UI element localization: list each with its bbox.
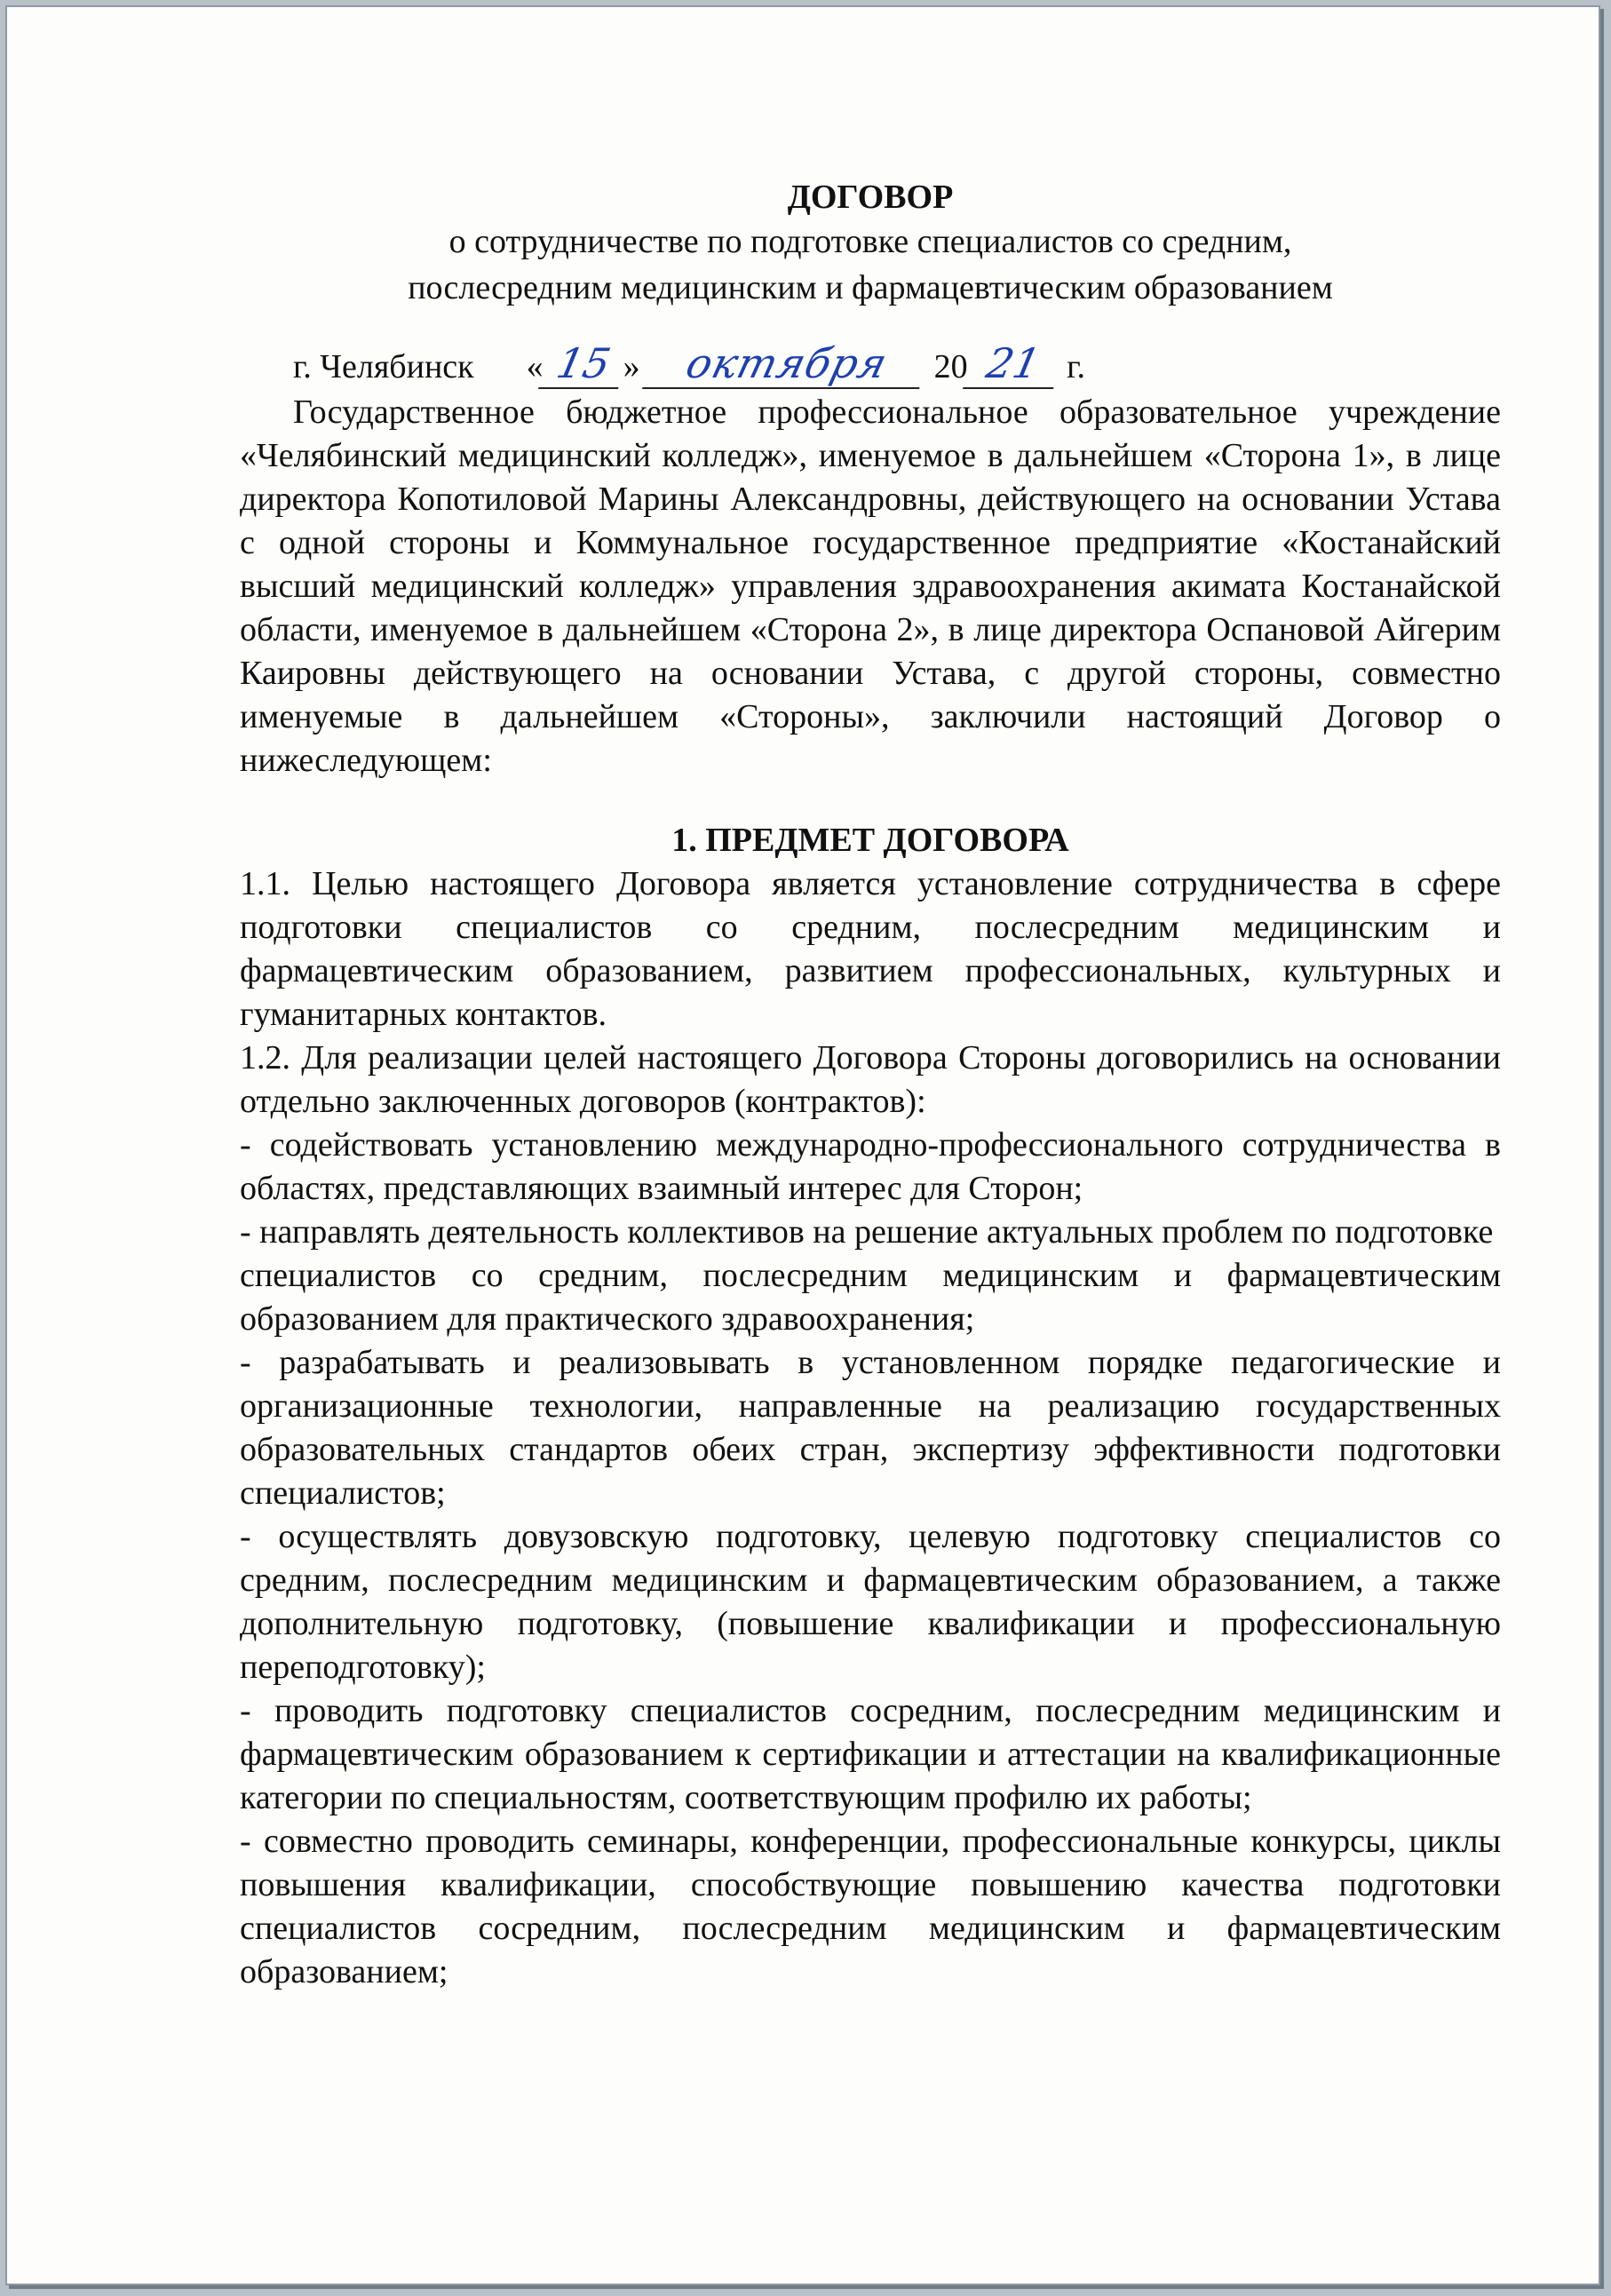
open-quote: « <box>526 348 544 385</box>
clause-1-1: 1.1. Целью настоящего Договора является установление сотрудничества в сфере подготовки специалистов со средним, послесредним медицинским и фармацевтическим образованием, развитием профессиональных, культурных и гуманитарных контактов. <box>240 865 1501 1033</box>
preamble: Государственное бюджетное профессиональное образовательное учреждение «Челябинский медицинский колледж», именуемое в дальнейшем «Сторона 1», в лице директора Копотиловой Марины Александровны, действующего на основании Устава с одной стороны и Коммунальное государственное предприятие «Костанайский высший медицинский колледж» управления здравоохранения акимата Костанайской области, именуемое в дальнейшем «Сторона 2», в лице директора Оспановой Айгерим Каировны действующего на основании Устава, с другой стороны, совместно именуемые в дальнейшем «Стороны», заключили настоящий Договор о нижеследующем: <box>240 393 1501 779</box>
list-item: - осуществлять довузовскую подготовку, целевую подготовку специалистов со средним, послесредним медицинским и фармацевтическим образованием, а также дополнительную подготовку, (повышение квалификации и профессиональную переподготовку); <box>240 1518 1501 1686</box>
handwritten-year: 21 <box>963 339 1064 389</box>
year-prefix: 20 <box>933 348 968 385</box>
clause-1-2: 1.2. Для реализации целей настоящего Договора Стороны договорились на основании отдельно заключенных договоров (контрактов): <box>240 1039 1501 1120</box>
document-subtitle-line2: послесредним медицинским и фармацевтическим образованием <box>408 269 1333 306</box>
handwritten-month: октября <box>642 339 932 389</box>
date-line <box>240 339 1501 391</box>
close-quote: » <box>623 348 640 385</box>
list-item: - разрабатывать и реализовывать в установленном порядке педагогические и организационные технологии, направленные на реализацию государственных образовательных стандартов обеих стран, экспертизу эффективности подготовки специалистов; <box>240 1344 1501 1512</box>
list-item: - совместно проводить семинары, конференции, профессиональные конкурсы, циклы повышения квалификации, способствующие повышению качества подготовки специалистов сосредним, послесредним медицинским и фармацевтическим образованием; <box>240 1823 1501 1990</box>
section-1-title: 1. ПРЕДМЕТ ДОГОВОРА <box>671 822 1069 859</box>
document-page <box>5 5 1600 2285</box>
list-item: - содействовать установлению международно-профессионального сотрудничества в областях, представляющих взаимный интерес для Сторон; <box>240 1126 1501 1207</box>
year-mark: г. <box>1067 348 1085 385</box>
list-item: - направлять деятельность коллективов на решение актуальных проблем по подготовке <box>240 1213 1494 1251</box>
list-item: специалистов со средним, послесредним медицинским и фармацевтическим образованием для практического здравоохранения; <box>240 1257 1501 1338</box>
city: г. Челябинск <box>293 348 474 385</box>
document-body <box>240 176 1501 1994</box>
document-subtitle-line1: о сотрудничестве по подготовке специалистов со средним, <box>448 223 1292 260</box>
document-title: ДОГОВОР <box>787 179 954 216</box>
handwritten-day: 15 <box>538 339 629 389</box>
list-item: - проводить подготовку специалистов сосредним, послесредним медицинским и фармацевтическим образованием к сертификации и аттестации на квалификационные категории по специальностям, соответствующим профилю их работы; <box>240 1692 1501 1816</box>
